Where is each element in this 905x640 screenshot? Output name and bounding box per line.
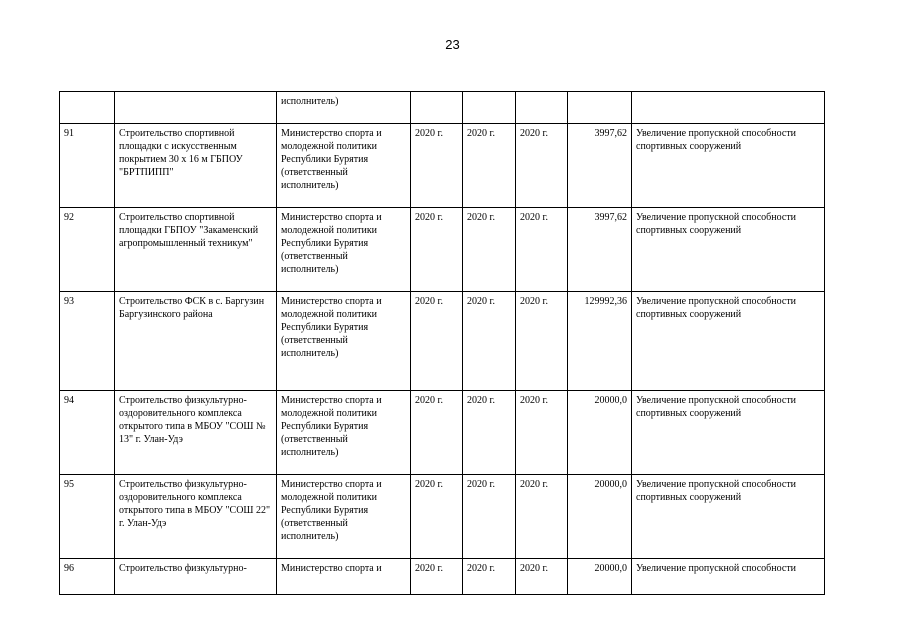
cell-amount: 20000,0	[568, 475, 632, 559]
cell-year-start: 2020 г.	[411, 208, 463, 292]
cell-number: 96	[60, 559, 115, 595]
cell-amount: 20000,0	[568, 559, 632, 595]
cell-executor: Министерство спорта и молодежной политики Республики Бурятия (ответственный исполнитель)	[277, 208, 411, 292]
cell-result: Увеличение пропускной способности спортивных сооружений	[632, 208, 825, 292]
cell-executor: Министерство спорта и молодежной политики Республики Бурятия (ответственный исполнитель)	[277, 292, 411, 391]
cell-name: Строительство спортивной площадки с искусственным покрытием 30 х 16 м ГБПОУ "БРТПИПП"	[115, 124, 277, 208]
cell-result: Увеличение пропускной способности спортивных сооружений	[632, 391, 825, 475]
cell-year-end: 2020 г.	[516, 124, 568, 208]
table-row	[60, 292, 825, 391]
cell-year-end: 2020 г.	[516, 475, 568, 559]
cell-number	[60, 92, 115, 124]
cell-result: Увеличение пропускной способности спортивных сооружений	[632, 475, 825, 559]
measures-table	[59, 91, 825, 595]
cell-year-end: 2020 г.	[516, 391, 568, 475]
cell-number: 91	[60, 124, 115, 208]
cell-year-end: 2020 г.	[516, 292, 568, 391]
cell-year-mid	[463, 92, 516, 124]
cell-amount: 129992,36	[568, 292, 632, 391]
cell-year-end: 2020 г.	[516, 208, 568, 292]
cell-year-start: 2020 г.	[411, 475, 463, 559]
cell-name: Строительство спортивной площадки ГБПОУ "Закаменский агропромышленный техникум"	[115, 208, 277, 292]
cell-result: Увеличение пропускной способности спортивных сооружений	[632, 292, 825, 391]
cell-executor: Министерство спорта и молодежной политики Республики Бурятия (ответственный исполнитель)	[277, 124, 411, 208]
cell-year-start: 2020 г.	[411, 391, 463, 475]
cell-year-start: 2020 г.	[411, 292, 463, 391]
cell-year-start	[411, 92, 463, 124]
cell-name	[115, 92, 277, 124]
table-row	[60, 124, 825, 208]
cell-amount	[568, 92, 632, 124]
cell-amount: 3997,62	[568, 208, 632, 292]
cell-year-mid: 2020 г.	[463, 391, 516, 475]
table-row	[60, 208, 825, 292]
cell-result	[632, 92, 825, 124]
cell-year-mid: 2020 г.	[463, 559, 516, 595]
cell-year-mid: 2020 г.	[463, 475, 516, 559]
cell-name: Строительство ФСК в с. Баргузин Баргузинского района	[115, 292, 277, 391]
cell-number: 94	[60, 391, 115, 475]
cell-amount: 20000,0	[568, 391, 632, 475]
cell-name: Строительство физкультурно-	[115, 559, 277, 595]
cell-executor: исполнитель)	[277, 92, 411, 124]
cell-year-start: 2020 г.	[411, 124, 463, 208]
cell-executor: Министерство спорта и молодежной политики Республики Бурятия (ответственный исполнитель)	[277, 391, 411, 475]
cell-year-end: 2020 г.	[516, 559, 568, 595]
cell-amount: 3997,62	[568, 124, 632, 208]
cell-year-mid: 2020 г.	[463, 208, 516, 292]
cell-result: Увеличение пропускной способности	[632, 559, 825, 595]
page-number: 23	[445, 37, 460, 52]
cell-number: 93	[60, 292, 115, 391]
cell-year-end	[516, 92, 568, 124]
cell-name: Строительство физкультурно-оздоровительного комплекса открытого типа в МБОУ "СОШ № 13" г. Улан-Удэ	[115, 391, 277, 475]
cell-number: 92	[60, 208, 115, 292]
cell-executor: Министерство спорта и молодежной политики Республики Бурятия (ответственный исполнитель)	[277, 475, 411, 559]
table-row	[60, 475, 825, 559]
table-row	[60, 559, 825, 595]
cell-year-mid: 2020 г.	[463, 292, 516, 391]
cell-result: Увеличение пропускной способности спортивных сооружений	[632, 124, 825, 208]
cell-year-start: 2020 г.	[411, 559, 463, 595]
cell-year-mid: 2020 г.	[463, 124, 516, 208]
cell-number: 95	[60, 475, 115, 559]
cell-name: Строительство физкультурно-оздоровительного комплекса открытого типа в МБОУ "СОШ 22" г. Улан-Удэ	[115, 475, 277, 559]
cell-executor: Министерство спорта и	[277, 559, 411, 595]
table-row-continued	[60, 92, 825, 124]
table-row	[60, 391, 825, 475]
